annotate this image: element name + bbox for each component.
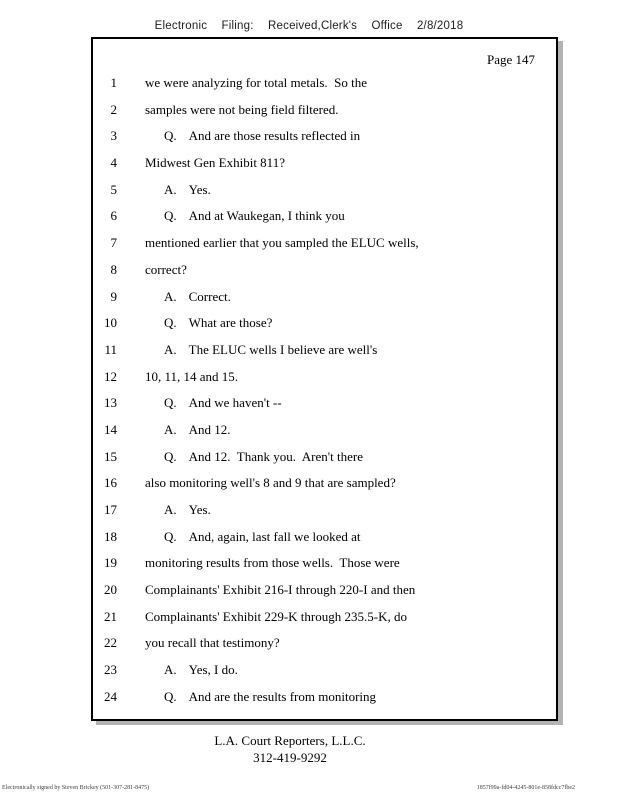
speaker-label: A. bbox=[164, 662, 177, 678]
line-number: 11 bbox=[104, 341, 117, 357]
line-text: 10, 11, 14 and 15. bbox=[145, 368, 239, 384]
transcript-line bbox=[93, 262, 556, 289]
transcript-line bbox=[93, 609, 556, 636]
line-text: And are the results from monitoring bbox=[188, 688, 377, 704]
transcript-line bbox=[93, 75, 556, 102]
electronic-filing-header: Electronic Filing: Received,Clerk's Office 2/8/2018 bbox=[154, 20, 464, 32]
speaker-label: A. bbox=[164, 502, 177, 517]
speaker-label: A. bbox=[164, 181, 177, 197]
transcript-line bbox=[93, 315, 556, 342]
line-number: 6 bbox=[110, 208, 117, 224]
speaker-label: Q. bbox=[164, 448, 177, 464]
line-number: 15 bbox=[104, 448, 117, 464]
line-number: 9 bbox=[110, 288, 117, 304]
speaker-label: Q. bbox=[164, 128, 177, 144]
line-text: And 12. bbox=[188, 421, 231, 437]
speaker-label: Q. bbox=[164, 315, 177, 331]
line-number: 1 bbox=[110, 75, 117, 90]
transcript-box bbox=[91, 37, 558, 721]
line-number: 14 bbox=[104, 421, 117, 437]
line-number: 21 bbox=[104, 608, 117, 624]
speaker-label: Q. bbox=[164, 395, 177, 411]
line-number: 22 bbox=[104, 635, 117, 651]
line-number: 18 bbox=[104, 528, 117, 544]
speaker-label: Q. bbox=[164, 688, 177, 704]
reporter-phone: 312-419-9292 bbox=[253, 749, 327, 765]
transcript-line bbox=[93, 662, 556, 689]
reporter-name: L.A. Court Reporters, L.L.C. bbox=[214, 733, 366, 748]
page-number-label: Page 147 bbox=[486, 52, 535, 67]
transcript-line bbox=[93, 502, 556, 529]
document-id: 1857f99a-fd04-4245-801e-858fdcc7fbe2 bbox=[476, 785, 575, 791]
line-number: 23 bbox=[104, 662, 117, 678]
transcript-line bbox=[93, 395, 556, 422]
line-text: Yes, I do. bbox=[188, 662, 238, 678]
line-text: monitoring results from those wells. Those were bbox=[145, 555, 400, 571]
transcript-line bbox=[93, 182, 556, 209]
line-number: 19 bbox=[104, 555, 117, 571]
line-text: And we haven't -- bbox=[188, 395, 282, 411]
line-text: Midwest Gen Exhibit 811? bbox=[145, 155, 285, 171]
transcript-line bbox=[93, 422, 556, 449]
transcript-line bbox=[93, 208, 556, 235]
speaker-label: Q. bbox=[164, 208, 177, 224]
line-number: 12 bbox=[104, 368, 117, 384]
line-text: The ELUC wells I believe are well's bbox=[188, 341, 378, 357]
line-text: Yes. bbox=[188, 502, 211, 517]
speaker-label: A. bbox=[164, 341, 177, 357]
transcript-line bbox=[93, 128, 556, 155]
transcript-line bbox=[93, 235, 556, 262]
line-text: Complainants' Exhibit 216-I through 220-I and then bbox=[145, 582, 416, 598]
line-text: samples were not being field filtered. bbox=[145, 101, 339, 117]
line-number: 5 bbox=[110, 181, 117, 197]
line-number: 2 bbox=[110, 101, 117, 117]
line-number: 20 bbox=[104, 582, 117, 598]
transcript-line bbox=[93, 582, 556, 609]
line-text: correct? bbox=[145, 261, 187, 277]
line-text: mentioned earlier that you sampled the ELUC wells, bbox=[145, 235, 419, 251]
line-number: 10 bbox=[104, 315, 117, 331]
line-text: also monitoring well's 8 and 9 that are sampled? bbox=[145, 475, 396, 491]
line-text: And, again, last fall we looked at bbox=[188, 528, 361, 544]
transcript-line bbox=[93, 289, 556, 316]
line-text: Yes. bbox=[188, 181, 211, 197]
line-text: And at Waukegan, I think you bbox=[188, 208, 345, 224]
line-text: we were analyzing for total metals. So the bbox=[145, 75, 368, 90]
transcript-lines bbox=[93, 75, 556, 716]
transcript-line bbox=[93, 555, 556, 582]
reporter-footer bbox=[0, 733, 580, 766]
transcript-line bbox=[93, 635, 556, 662]
speaker-label: A. bbox=[164, 421, 177, 437]
transcript-line bbox=[93, 529, 556, 556]
speaker-label: Q. bbox=[164, 528, 177, 544]
transcript-line bbox=[93, 369, 556, 396]
transcript-line bbox=[93, 449, 556, 476]
line-text: you recall that testimony? bbox=[145, 635, 280, 651]
line-number: 4 bbox=[110, 155, 117, 171]
transcript-line bbox=[93, 475, 556, 502]
line-text: What are those? bbox=[188, 315, 273, 331]
line-number: 3 bbox=[110, 128, 117, 144]
line-text: Correct. bbox=[188, 288, 231, 304]
transcript-line bbox=[93, 155, 556, 182]
line-number: 16 bbox=[104, 475, 117, 491]
transcript-line bbox=[93, 102, 556, 129]
line-number: 13 bbox=[104, 395, 117, 411]
transcript-line bbox=[93, 689, 556, 716]
transcript-line bbox=[93, 342, 556, 369]
electronic-signature-note: Electronically signed by Steven Brickey (501-307-281-8475) bbox=[2, 785, 150, 791]
line-text: And are those results reflected in bbox=[188, 128, 361, 144]
line-text: Complainants' Exhibit 229-K through 235.5-K, do bbox=[145, 608, 407, 624]
line-number: 17 bbox=[104, 502, 117, 517]
line-number: 8 bbox=[110, 261, 117, 277]
speaker-label: A. bbox=[164, 288, 177, 304]
line-number: 7 bbox=[110, 235, 117, 251]
line-number: 24 bbox=[104, 688, 117, 704]
line-text: And 12. Thank you. Aren't there bbox=[188, 448, 363, 464]
